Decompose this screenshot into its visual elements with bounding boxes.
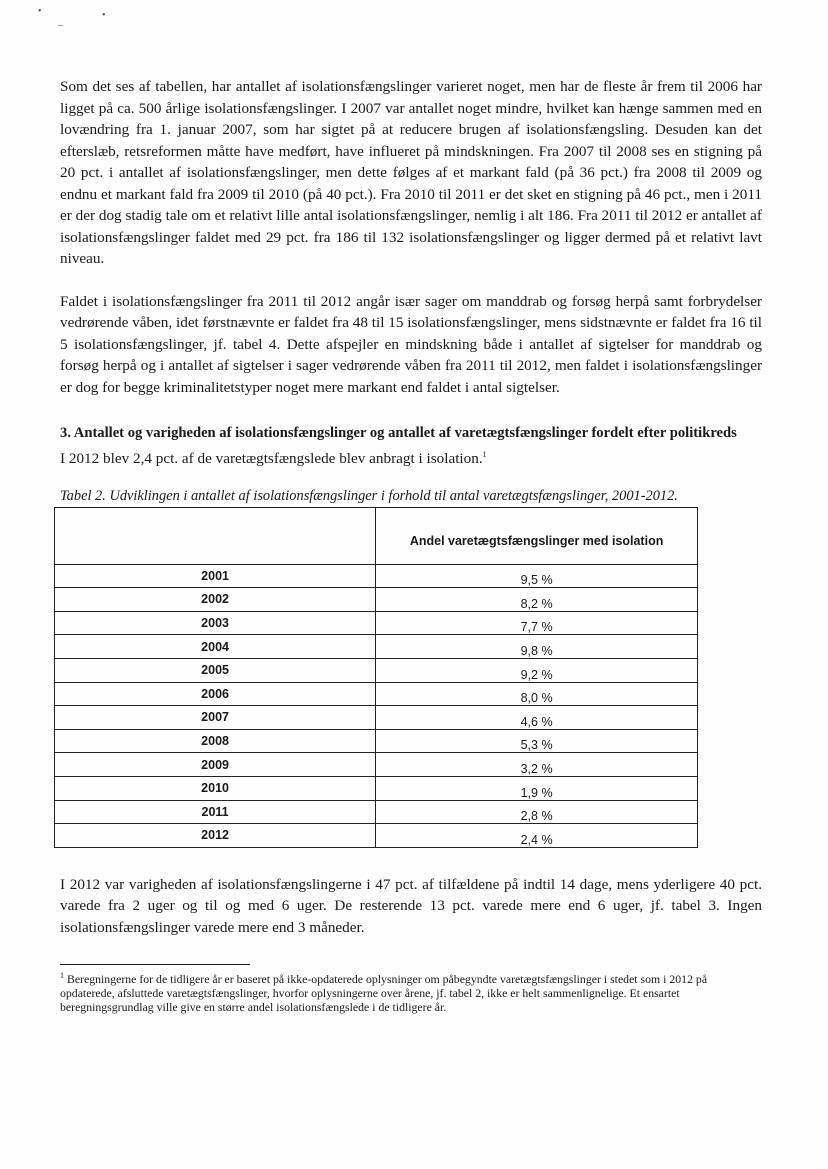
scan-dash: – (58, 20, 63, 31)
footnote-divider (60, 964, 250, 965)
table-cell-year: 2010 (55, 776, 376, 800)
document-page (60, 76, 762, 1014)
table-cell-value: 2,4 % (376, 824, 698, 848)
footnote (60, 969, 762, 1014)
table-cell-year: 2003 (55, 611, 376, 635)
footnote-reference: 1 (482, 450, 487, 459)
isolation-table (54, 507, 698, 848)
table-cell-value: 9,5 % (376, 564, 698, 588)
table-row (55, 564, 698, 588)
table-cell-year: 2002 (55, 588, 376, 612)
table-cell-value: 9,8 % (376, 635, 698, 659)
table-cell-value: 8,0 % (376, 682, 698, 706)
table-cell-year: 2011 (55, 800, 376, 824)
footnote-text: Beregningerne for de tidligere år er baseret på ikke-opdaterede oplysninger om påbegyndte varetægtsfængslinger i stedet som i 2012 på opdaterede, afsluttede varetægtsfængslinger, hvorfor oplysningerne over årene, jf. tabel 2, ikke er helt sammenlignelige. Et ensartet beregningsgrundlag ville give en større andel isolationsfængslede i de tidligere år. (60, 972, 708, 1015)
table-header-year (55, 507, 376, 564)
paragraph-1: Som det ses af tabellen, har antallet af isolationsfængslinger varieret noget, men har de fleste år frem til 2006 har ligget på ca. 500 årlige isolationsfængslinger. I 2007 var antallet noget mindre, hvilket kan hænge sammen med en lovændring fra 1. januar 2007, som har sigtet på at reducere brugen af isolationsfængsling. Desuden kan det efterslæb, retsreformen måtte have medført, have influeret på mindskningen. Fra 2007 til 2008 ses en stigning på 20 pct. i antallet af isolationsfængslinger, men dette følges af et markant fald (på 36 pct.) fra 2008 til 2009 og endnu et markant fald fra 2009 til 2010 (på 40 pct.). Fra 2010 til 2011 er det sket en stigning på 46 pct., men i 2011 er der dog stadig tale om et relativt lille antal isolationsfængslinger, nemlig i alt 186. Fra 2011 til 2012 er antallet af isolationsfængslinger faldet med 29 pct. fra 186 til 132 isolationsfængslinger og ligger dermed på et relativt lavt niveau. (60, 78, 762, 267)
table-row (55, 776, 698, 800)
table-row (55, 800, 698, 824)
table-cell-value: 9,2 % (376, 658, 698, 682)
table-cell-year: 2001 (55, 564, 376, 588)
table-row (55, 588, 698, 612)
table-cell-year: 2004 (55, 635, 376, 659)
paragraph-2: Faldet i isolationsfængslinger fra 2011 til 2012 angår især sager om manddrab og forsøg herpå samt forbrydelser vedrørende våben, idet førstnævnte er faldet fra 48 til 15 isolationsfængslinger, mens sidstnævnte er faldet fra 16 til 5 isolationsfængslinger, jf. tabel 4. Dette afspejler en mindskning både i antallet af sigtelser for manddrab og forsøg herpå og i antallet af sigtelser i sager vedrørende våben fra 2011 til 2012, men faldet i isolationsfængslinger er dog for begge kriminalitetstyper noget mere markant end faldet i antal sigtelser. (60, 292, 762, 396)
table-header-row (55, 507, 698, 564)
table-row (55, 706, 698, 730)
table-cell-value: 1,9 % (376, 776, 698, 800)
table-cell-value: 3,2 % (376, 753, 698, 777)
section-intro (60, 444, 762, 470)
table-cell-value: 8,2 % (376, 588, 698, 612)
closing-paragraph: I 2012 var varigheden af isolationsfængslingerne i 47 pct. af tilfældene på indtil 14 dage, mens yderligere 40 pct. varede fra 2 uger og til og med 6 uger. De resterende 13 pct. varede mere end 6 uger, jf. tabel 3. Ingen isolationsfængslinger varede mere end 3 måneder. (60, 875, 762, 936)
table-cell-year: 2005 (55, 658, 376, 682)
section-intro-text: I 2012 blev 2,4 pct. af de varetægtsfængslede blev anbragt i isolation. (60, 450, 483, 468)
table-caption: Tabel 2. Udviklingen i antallet af isolationsfængslinger i forhold til antal varetægtsfængslinger, 2001-2012. (60, 487, 678, 504)
scan-dot: • (38, 6, 42, 17)
table-header-share: Andel varetægtsfængslinger med isolation (376, 507, 698, 564)
table-row (55, 658, 698, 682)
table-cell-year: 2007 (55, 706, 376, 730)
section-heading: 3. Antallet og varigheden af isolationsfængslinger og antallet af varetægtsfængslinger fordelt efter politikreds (60, 425, 737, 441)
footnote-mark: 1 (60, 971, 64, 981)
table-row (55, 753, 698, 777)
table-cell-value: 2,8 % (376, 800, 698, 824)
table-row (55, 635, 698, 659)
table-cell-value: 5,3 % (376, 729, 698, 753)
table-row (55, 824, 698, 848)
table-cell-value: 4,6 % (376, 706, 698, 730)
table-cell-year: 2006 (55, 682, 376, 706)
table-cell-value: 7,7 % (376, 611, 698, 635)
table-cell-year: 2008 (55, 729, 376, 753)
table-row (55, 611, 698, 635)
table-cell-year: 2009 (55, 753, 376, 777)
table-row (55, 682, 698, 706)
table-cell-year: 2012 (55, 824, 376, 848)
scan-dot: • (102, 10, 106, 21)
table-row (55, 729, 698, 753)
